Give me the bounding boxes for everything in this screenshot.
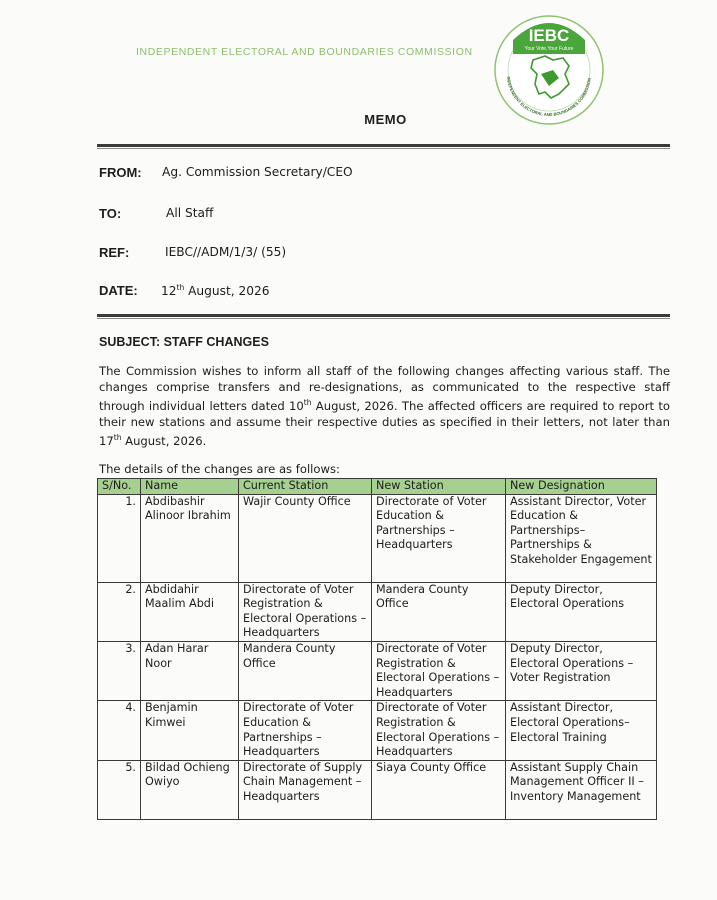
new-designation: Deputy Director, Electoral Operations	[506, 582, 657, 641]
current-station: Mandera County Office	[239, 641, 372, 700]
new-designation: Assistant Supply Chain Management Officer II – Inventory Management	[506, 760, 657, 819]
column-header: New Station	[372, 479, 506, 495]
date-value: 12th August, 2026	[161, 283, 270, 299]
serial-number: 1.	[98, 494, 141, 582]
new-station: Directorate of Voter Registration & Electoral Operations – Headquarters	[372, 701, 506, 760]
new-station: Mandera County Office	[372, 582, 506, 641]
serial-number: 2.	[98, 582, 141, 641]
staff-name: Abdidahir Maalim Abdi	[141, 582, 239, 641]
serial-number: 5.	[98, 760, 141, 819]
to-value: All Staff	[166, 206, 214, 220]
staff-changes-table	[97, 478, 657, 820]
column-header: New Designation	[506, 479, 657, 495]
from-label: FROM:	[99, 165, 142, 180]
column-header: Current Station	[239, 479, 372, 495]
new-designation: Deputy Director, Electoral Operations – Voter Registration	[506, 641, 657, 700]
table-row	[98, 760, 657, 819]
organization-name: INDEPENDENT ELECTORAL AND BOUNDARIES COMMISSION	[136, 46, 473, 58]
staff-name: Adan Harar Noor	[141, 641, 239, 700]
new-designation: Assistant Director, Voter Education & Partnerships– Partnerships & Stakeholder Engagement	[506, 494, 657, 582]
table-row	[98, 494, 657, 582]
serial-number: 4.	[98, 701, 141, 760]
table-header-row	[98, 479, 657, 495]
current-station: Directorate of Voter Registration & Electoral Operations – Headquarters	[239, 582, 372, 641]
serial-number: 3.	[98, 641, 141, 700]
divider	[97, 314, 670, 319]
iebc-logo	[493, 14, 605, 126]
details-intro: The details of the changes are as follows:	[99, 462, 340, 476]
ref-label: REF:	[99, 245, 130, 260]
staff-name: Benjamin Kimwei	[141, 701, 239, 760]
table-row	[98, 582, 657, 641]
current-station: Wajir County Office	[239, 494, 372, 582]
to-label: TO:	[99, 206, 122, 221]
current-station: Directorate of Supply Chain Management – Headquarters	[239, 760, 372, 819]
memo-title: MEMO	[364, 112, 407, 127]
body-paragraph: The Commission wishes to inform all staff of the following changes affecting various staff. The changes comprise transfers and re-designations, as communicated to the respective staff through individual letters dated 10th August, 2026. The affected officers are required to report to their new stations and assume their respective duties as specified in their letters, not later than 17th August, 2026.	[99, 364, 670, 449]
column-header: S/No.	[98, 479, 141, 495]
table-row	[98, 701, 657, 760]
divider	[97, 144, 670, 149]
column-header: Name	[141, 479, 239, 495]
logo-ring-text: INDEPENDENT ELECTORAL AND BOUNDARIES COMMISSION	[506, 76, 592, 118]
new-station: Directorate of Voter Education & Partnerships – Headquarters	[372, 494, 506, 582]
new-station: Directorate of Voter Registration & Electoral Operations – Headquarters	[372, 641, 506, 700]
table-row	[98, 641, 657, 700]
new-station: Siaya County Office	[372, 760, 506, 819]
subject-line: SUBJECT: STAFF CHANGES	[99, 335, 269, 349]
logo-tagline: Your Vote,Your Future	[524, 46, 574, 52]
new-designation: Assistant Director, Electoral Operations– Electoral Training	[506, 701, 657, 760]
date-label: DATE:	[99, 283, 138, 298]
staff-name: Bildad Ochieng Owiyo	[141, 760, 239, 819]
ref-value: IEBC//ADM/1/3/ (55)	[165, 245, 287, 259]
from-value: Ag. Commission Secretary/CEO	[162, 165, 353, 179]
current-station: Directorate of Voter Education & Partnerships – Headquarters	[239, 701, 372, 760]
staff-name: Abdibashir Alinoor Ibrahim	[141, 494, 239, 582]
logo-text: IEBC	[528, 26, 570, 45]
